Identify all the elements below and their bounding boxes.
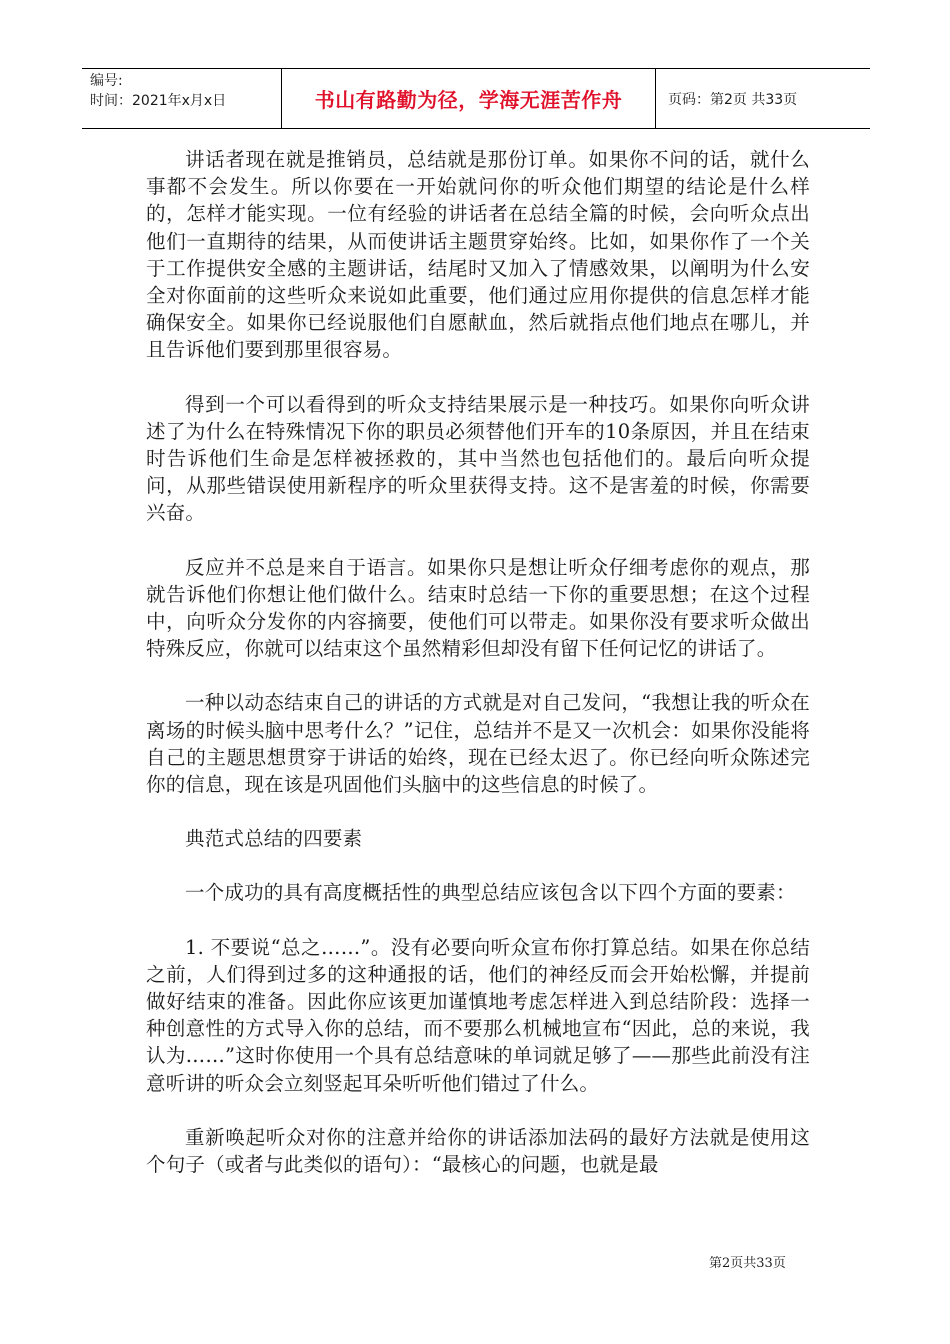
paragraph: 一种以动态结束自己的讲话的方式就是对自己发问，“我想让我的听众在离场的时候头脑中思考什么？”记住，总结并不是又一次机会：如果你没能将自己的主题思想贯穿于讲话的始终，现在已经太迟了。你已经向听众陈述完你的信息，现在该是巩固他们头脑中的这些信息的时候了。 bbox=[146, 691, 810, 797]
time-label: 时间：2021年x月x日 bbox=[90, 93, 227, 109]
paragraph: 得到一个可以看得到的听众支持结果展示是一种技巧。如果你向听众讲述了为什么在特殊情况下你的职员必须替他们开车的10条原因，并且在结束时告诉他们生命是怎样被拯救的，其中当然也包括他们的。最后向听众提问，从那些错误使用新程序的听众里获得支持。这不是害羞的时候，你需要兴奋。 bbox=[146, 392, 810, 525]
document-body bbox=[146, 146, 810, 1205]
paragraph: 讲话者现在就是推销员，总结就是那份订单。如果你不问的话，就什么事都不会发生。所以你要在一开始就问你的听众他们期望的结论是什么样的，怎样才能实现。一位有经验的讲话者在总结全篇的时候，会向听众点出他们一直期待的结果，从而使讲话主题贯穿始终。比如，如果你作了一个关于工作提供安全感的主题讲话，结尾时又加入了情感效果，以阐明为什么安全对你面前的这些听众来说如此重要，他们通过应用你提供的信息怎样才能确保安全。如果你已经说服他们自愿献血，然后就指点他们地点在哪儿，并且告诉他们要到那里很容易。 bbox=[146, 148, 810, 362]
header-page-info: 页码：第2页 共33页 bbox=[668, 91, 798, 108]
list-item-paragraph: 1. 不要说“总之……”。没有必要向听众宣布你打算总结。如果在你总结之前，人们得到过多的这种通报的话，他们的神经反而会开始松懈，并提前做好结束的准备。因此你应该更加谨慎地考虑怎样进入到总结阶段：选择一种创意性的方式导入你的总结，而不要那么机械地宣布“因此，总的来说，我认为……”这时你使用一个具有总结意味的单词就足够了——那些此前没有注意听讲的听众会立刻竖起耳朵听听他们错过了什么。 bbox=[146, 935, 810, 1095]
paragraph: 一个成功的具有高度概括性的典型总结应该包含以下四个方面的要素： bbox=[185, 881, 796, 905]
section-heading: 典范式总结的四要素 bbox=[185, 827, 363, 851]
code-label: 编号: bbox=[90, 73, 123, 89]
page-header bbox=[82, 68, 870, 129]
paragraph: 反应并不总是来自于语言。如果你只是想让听众仔细考虑你的观点，那就告诉他们你想让他们做什么。结束时总结一下你的重要思想；在这个过程中，向听众分发你的内容摘要，使他们可以带走。如果你没有要求听众做出特殊反应，你就可以结束这个虽然精彩但却没有留下任何记忆的讲话了。 bbox=[146, 555, 810, 661]
header-motto: 书山有路勤为径，学海无涯苦作舟 bbox=[282, 69, 656, 128]
header-meta bbox=[82, 69, 282, 128]
paragraph: 重新唤起听众对你的注意并给你的讲话添加法码的最好方法就是使用这个句子（或者与此类似的语句）：“最核心的问题，也就是最 bbox=[146, 1125, 810, 1177]
page-footer: 第2页共33页 bbox=[709, 1256, 786, 1271]
